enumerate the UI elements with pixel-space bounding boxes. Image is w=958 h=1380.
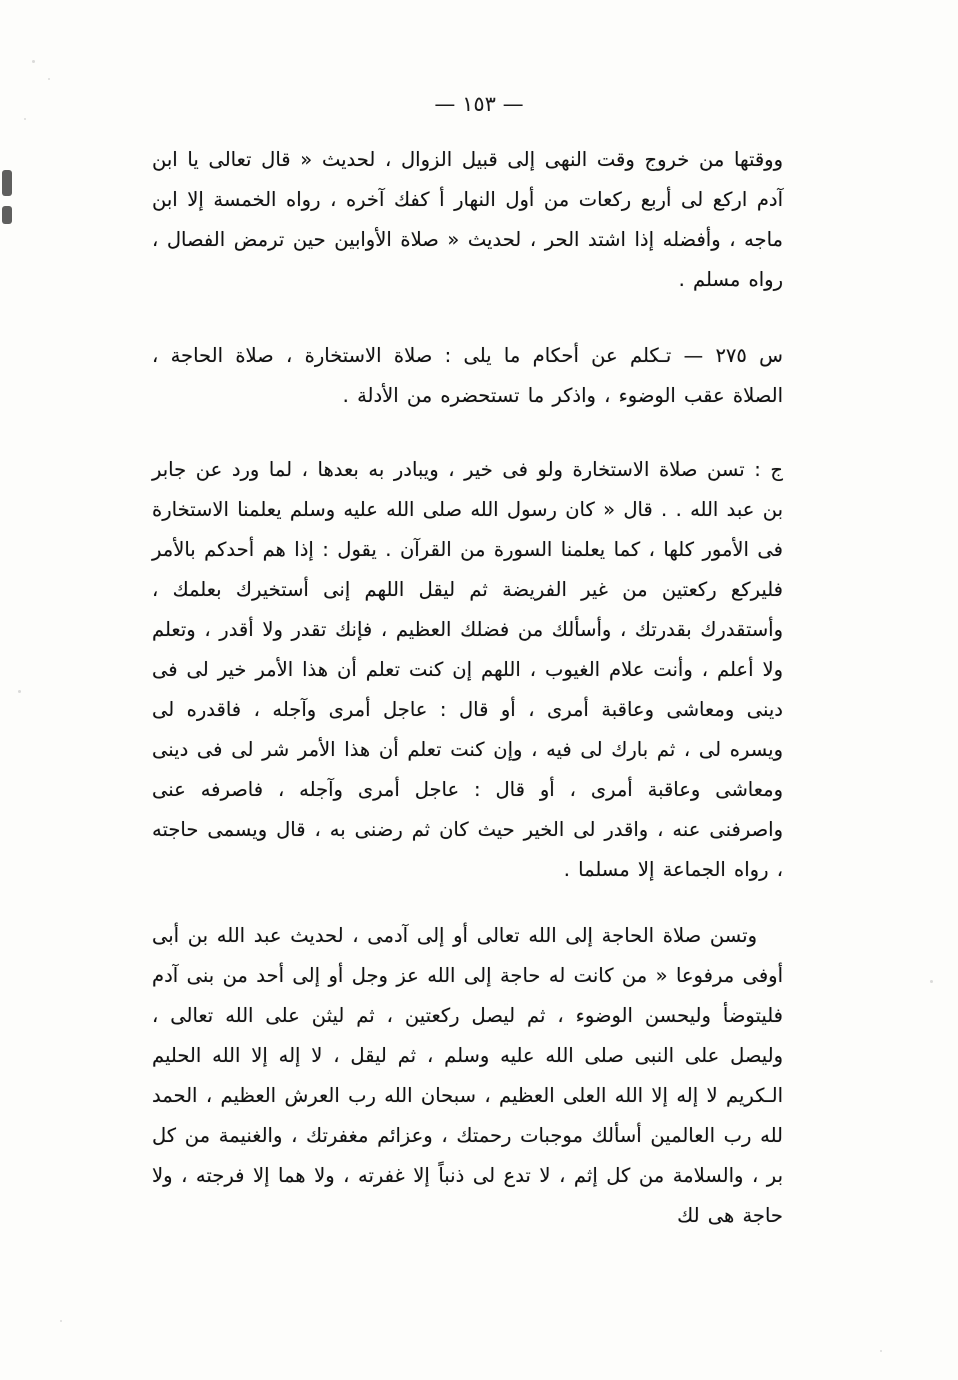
scan-speck bbox=[32, 60, 35, 63]
scan-speck bbox=[24, 118, 26, 120]
scan-speck bbox=[880, 1350, 882, 1352]
paragraph-question-275: س ٢٧٥ — تـكلم عن أحكام ما يلى : صلاة الاستخارة ، صلاة الحاجة ، الصلاة عقب الوضوء ، واذكر ما تستحضره من الأدلة . bbox=[152, 344, 783, 407]
page-edge-artifact-bottom bbox=[2, 206, 12, 224]
scan-speck bbox=[18, 690, 21, 693]
page-body bbox=[152, 140, 783, 1236]
paragraph-prayer-time: ووقتها من خروج وقت النهى إلى قبيل الزوال ، لحديث « قال تعالى يا ابن آدم اركع لى أربع ركعات من أول النهار أ كفك آخره ، رواه الخمسة إلا ابن ماجه ، وأفضله إذا اشتد الحر ، لحديث « صلاة الأوابين حين ترمض الفصال ، رواه مسلم . bbox=[152, 148, 783, 291]
scan-speck bbox=[930, 980, 933, 983]
page-edge-artifact-top bbox=[2, 170, 12, 196]
paragraph-answer-istikhara: ج : تسن صلاة الاستخارة ولو فى خير ، ويبادر به بعدها ، لما ورد عن جابر بن عبد الله . . قال « كان رسول الله صلى الله عليه وسلم يعلمنا الاستخارة فى الأمور كلها ، كما يعلمنا السورة من القرآن . يقول : إذا هم أحدكم بالأمر فليركع ركعتين من غير الفريضة ثم ليقل اللهم إنى أستخيرك بعلمك ، وأستقدرك بقدرتك ، وأسألك من فضلك العظيم ، فإنك تقدر ولا أقدر ، وتعلم ولا أعلم ، وأنت علام الغيوب ، اللهم إن كنت تعلم أن هذا الأمر خير لى فى دينى ومعاشى وعاقبة أمرى ، أو قال : عاجل أمرى وآجله ، فاقدره لى ويسره لى ، ثم بارك لى فيه ، وإن كنت تعلم أن هذا الأمر شر لى فى دينى ومعاشى وعاقبة أمرى ، أو قال : عاجل أمرى وآجله ، فاصرفه عنى واصرفنى عنه ، واقدر لى الخير حيث كان ثم رضنى به ، قال ويسمى حاجته ، رواه الجماعة إلا مسلما . bbox=[152, 458, 783, 881]
page-number: — ١٥٣ — bbox=[434, 92, 524, 116]
scan-speck bbox=[60, 1320, 62, 1322]
scan-speck bbox=[48, 78, 50, 80]
paragraph-salat-al-haja: وتسن صلاة الحاجة إلى الله تعالى أو إلى آدمى ، لحديث عبد الله بن أبى أوفى مرفوعا « من كانت له حاجة إلى الله عز وجل أو إلى أحد من بنى آدم فليتوضأ وليحسن الوضوء ، ثم ليصل ركعتين ، ثم ليثن على الله تعالى ، وليصل على النبى صلى الله عليه وسلم ، ثم ليقل ، لا إله إلا الله الحليم الـكريم لا إله إلا الله العلى العظيم ، سبحان الله رب العرش العظيم ، الحمد لله رب العالمين أسألك موجبات رحمتك ، وعزائم مغفرتك ، والغنيمة من كل بر ، والسلامة من كل إثم ، لا تدع لى ذنباً إلا غفرته ، ولا هما إلا فرجته ، ولا حاجة هى لك bbox=[152, 924, 783, 1227]
